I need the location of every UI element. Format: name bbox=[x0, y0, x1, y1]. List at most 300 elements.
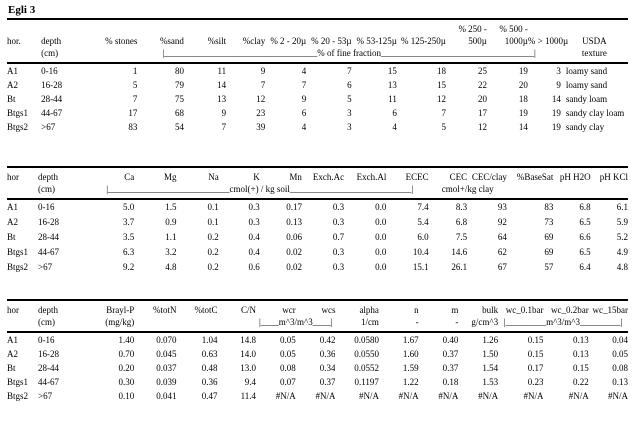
table-row bbox=[7, 230, 628, 245]
cell: 0.70 bbox=[118, 349, 135, 359]
header-cell: |_________m^3/m^3_________| bbox=[503, 317, 623, 327]
header-cell: depth bbox=[41, 36, 62, 46]
cell: #N/A bbox=[315, 391, 336, 401]
cell: 17 bbox=[128, 108, 138, 118]
header-cell: %clay bbox=[242, 36, 266, 46]
cell: 0.40 bbox=[442, 335, 459, 345]
header-cell: g/cm^3 bbox=[471, 317, 499, 327]
cell: 64 bbox=[497, 232, 507, 242]
cell: 0.0550 bbox=[354, 349, 379, 359]
cell: 83 bbox=[544, 202, 554, 212]
cell: 44-67 bbox=[38, 247, 60, 257]
header-cell bbox=[177, 316, 218, 332]
cell: 73 bbox=[544, 217, 554, 227]
cell: 0.05 bbox=[279, 335, 296, 345]
cell: 0.2 bbox=[207, 262, 219, 272]
cell: 25 bbox=[477, 66, 487, 76]
cell: 79 bbox=[174, 80, 184, 90]
header-cell: cmol+/kg clay bbox=[441, 184, 494, 194]
header-row bbox=[7, 300, 628, 316]
cell: 11 bbox=[217, 66, 227, 76]
cell: A1 bbox=[7, 202, 18, 212]
cell: Btgs2 bbox=[7, 262, 29, 272]
header-row bbox=[7, 35, 628, 47]
cell: A2 bbox=[7, 217, 18, 227]
cell: 5 bbox=[132, 80, 138, 90]
header-cell: Na bbox=[208, 172, 219, 182]
header-row bbox=[7, 183, 628, 199]
cell: 10.4 bbox=[412, 247, 429, 257]
cell: #N/A bbox=[275, 391, 296, 401]
cell: Btgs1 bbox=[7, 247, 29, 257]
header-cell: bulk bbox=[482, 305, 499, 315]
header-cell: n bbox=[414, 305, 419, 315]
cell: Bt bbox=[7, 363, 16, 373]
header-cell: 500µ bbox=[468, 36, 487, 46]
cation-exchange-table bbox=[7, 166, 628, 275]
cell: 0.47 bbox=[201, 391, 218, 401]
cell: 7 bbox=[441, 108, 446, 118]
cell: 7 bbox=[301, 80, 307, 90]
header-cell bbox=[553, 183, 590, 199]
cell: 0.4 bbox=[248, 247, 260, 257]
cell: 6.6 bbox=[579, 232, 591, 242]
cell: Btgs2 bbox=[7, 122, 29, 132]
cell: 28-44 bbox=[38, 363, 60, 373]
cell: 0.13 bbox=[612, 377, 628, 387]
cell: 0.17 bbox=[527, 363, 544, 373]
header-cell bbox=[507, 183, 554, 199]
header-cell: texture bbox=[581, 48, 607, 58]
cell: 0.02 bbox=[286, 247, 302, 257]
cell: 7.5 bbox=[455, 232, 468, 242]
table-row bbox=[7, 106, 628, 120]
cell: 17 bbox=[477, 108, 487, 118]
cell: 93 bbox=[497, 202, 507, 212]
header-cell: alpha bbox=[359, 305, 379, 315]
header-cell: - bbox=[455, 317, 459, 327]
cell: 19 bbox=[518, 108, 528, 118]
cell: 0.070 bbox=[156, 335, 177, 345]
header-cell bbox=[226, 19, 265, 35]
header-cell: C/N bbox=[240, 305, 256, 315]
cell: >67 bbox=[38, 391, 53, 401]
cell: 0.041 bbox=[156, 391, 177, 401]
header-cell: %silt bbox=[207, 36, 227, 46]
header-cell bbox=[41, 19, 91, 35]
table-row bbox=[7, 375, 628, 389]
cell: 0.63 bbox=[201, 349, 218, 359]
header-cell: pH KCl bbox=[599, 172, 628, 182]
cell: 13 bbox=[387, 80, 397, 90]
cell: 14 bbox=[217, 80, 227, 90]
cell: 16-28 bbox=[38, 217, 60, 227]
cell: 6.0 bbox=[417, 232, 429, 242]
cell: 12 bbox=[436, 94, 446, 104]
cell: 0-16 bbox=[38, 335, 55, 345]
cell: 13.0 bbox=[240, 363, 256, 373]
cell: 0.23 bbox=[527, 377, 544, 387]
cell: 1.50 bbox=[482, 349, 499, 359]
header-cell: % 2 - 20µ bbox=[270, 36, 307, 46]
cell: 0.0 bbox=[375, 232, 387, 242]
cell: 1.26 bbox=[482, 335, 499, 345]
cell: 11.4 bbox=[240, 391, 256, 401]
cell: 3 bbox=[347, 122, 352, 132]
cell: 3.7 bbox=[123, 217, 135, 227]
header-cell: - bbox=[415, 317, 419, 327]
header-cell: Ca bbox=[124, 172, 135, 182]
cell: 0.0 bbox=[375, 262, 387, 272]
cell: 23 bbox=[256, 108, 266, 118]
header-cell: hor bbox=[7, 172, 19, 182]
cell: 14.8 bbox=[240, 335, 256, 345]
header-row bbox=[7, 167, 628, 183]
cell: 0.34 bbox=[319, 363, 336, 373]
cell: 0.10 bbox=[118, 391, 135, 401]
cell: 1.53 bbox=[482, 377, 499, 387]
cell: 14 bbox=[518, 122, 528, 132]
cell: #N/A bbox=[398, 391, 419, 401]
header-cell bbox=[306, 19, 351, 35]
cell: 0.6 bbox=[248, 262, 260, 272]
cell: 0.18 bbox=[442, 377, 459, 387]
cell: 4 bbox=[392, 122, 397, 132]
header-row bbox=[7, 47, 628, 63]
cell: 0.0 bbox=[375, 247, 387, 257]
cell: 6.4 bbox=[579, 262, 591, 272]
header-cell: % 500 - bbox=[499, 24, 528, 34]
cell: 0.3 bbox=[332, 217, 345, 227]
cell: 9 bbox=[301, 94, 307, 104]
cell: #N/A bbox=[523, 391, 544, 401]
cell: 44-67 bbox=[38, 377, 60, 387]
table-row bbox=[7, 332, 628, 347]
cell: 1.1 bbox=[165, 232, 177, 242]
cell: A2 bbox=[7, 80, 18, 90]
cell: 0.037 bbox=[156, 363, 177, 373]
header-cell: % 250 - bbox=[458, 24, 487, 34]
cell: 28-44 bbox=[41, 94, 63, 104]
header-cell: K bbox=[253, 172, 260, 182]
cell: 0.36 bbox=[319, 349, 336, 359]
header-row bbox=[7, 316, 628, 332]
table-row bbox=[7, 199, 628, 215]
cell: 6 bbox=[347, 80, 352, 90]
cell: 69 bbox=[544, 247, 554, 257]
cell: 0.17 bbox=[286, 202, 302, 212]
header-cell: % 20 - 53µ bbox=[311, 36, 352, 46]
cell: 0.15 bbox=[573, 363, 589, 373]
cell: loamy sand bbox=[565, 80, 608, 90]
cell: 3.5 bbox=[123, 232, 135, 242]
header-cell bbox=[7, 19, 41, 35]
header-cell bbox=[91, 47, 138, 63]
header-cell: 1000µ bbox=[504, 36, 528, 46]
cell: 4 bbox=[301, 66, 307, 76]
header-cell bbox=[134, 316, 176, 332]
cell: 14.0 bbox=[240, 349, 256, 359]
header-cell: %totN bbox=[153, 305, 177, 315]
cell: 3 bbox=[347, 108, 352, 118]
table-row bbox=[7, 120, 628, 134]
cell: 5 bbox=[347, 94, 352, 104]
header-cell bbox=[265, 19, 306, 35]
cell: 54 bbox=[174, 122, 184, 132]
cell: 0.0552 bbox=[354, 363, 379, 373]
cell: 92 bbox=[497, 217, 507, 227]
cell: 0.05 bbox=[612, 349, 628, 359]
header-cell bbox=[7, 47, 41, 63]
cell: 0.20 bbox=[118, 363, 135, 373]
cell: 7.4 bbox=[417, 202, 429, 212]
cell: #N/A bbox=[358, 391, 379, 401]
header-cell: %sand bbox=[159, 36, 184, 46]
header-cell: depth bbox=[38, 305, 59, 315]
cell: #N/A bbox=[608, 391, 628, 401]
cell: 0.2 bbox=[207, 232, 219, 242]
cell: 6 bbox=[392, 108, 397, 118]
cell: 20 bbox=[477, 94, 487, 104]
header-cell: Mn bbox=[289, 172, 302, 182]
cell: 0.3 bbox=[332, 262, 345, 272]
header-cell: depth bbox=[38, 172, 59, 182]
cell: 4 bbox=[301, 122, 307, 132]
header-cell: % 53-125µ bbox=[356, 36, 397, 46]
cell: 9.4 bbox=[244, 377, 256, 387]
cell: 0.1 bbox=[207, 217, 219, 227]
header-cell: CEC bbox=[449, 172, 468, 182]
cell: A2 bbox=[7, 349, 18, 359]
cell: 80 bbox=[174, 66, 184, 76]
table-row bbox=[7, 215, 628, 230]
cell: 0.1 bbox=[207, 202, 219, 212]
cell: 6.1 bbox=[616, 202, 628, 212]
header-cell: wc_0.2bar bbox=[551, 305, 589, 315]
cell: 83 bbox=[128, 122, 138, 132]
cell: 3 bbox=[556, 66, 561, 76]
cell: 0.04 bbox=[612, 335, 628, 345]
cell: 75 bbox=[174, 94, 184, 104]
cell: sandy clay loam bbox=[565, 108, 625, 118]
cell: 16-28 bbox=[38, 349, 60, 359]
cell: 0.7 bbox=[332, 232, 345, 242]
header-cell: wcs bbox=[321, 305, 336, 315]
cell: 0.9 bbox=[165, 217, 177, 227]
header-cell bbox=[137, 19, 184, 35]
cell: 0.0 bbox=[375, 202, 387, 212]
cell: 12 bbox=[477, 122, 487, 132]
header-cell: hor. bbox=[7, 36, 21, 46]
cell: 6.5 bbox=[579, 217, 591, 227]
cell: 0.2 bbox=[207, 247, 219, 257]
cell: 0.3 bbox=[332, 202, 345, 212]
header-cell: %totC bbox=[194, 305, 218, 315]
cell: 19 bbox=[551, 108, 561, 118]
cell: 14 bbox=[551, 94, 561, 104]
cell: 1.60 bbox=[402, 349, 419, 359]
cell: 1 bbox=[132, 66, 138, 76]
header-cell: Exch.Ac bbox=[312, 172, 345, 182]
particle-size-table bbox=[7, 18, 628, 134]
cell: 44-67 bbox=[41, 108, 63, 118]
cell: 0.3 bbox=[248, 202, 260, 212]
cell: 0.0580 bbox=[354, 335, 379, 345]
cell: 6.8 bbox=[579, 202, 591, 212]
cell: 0.37 bbox=[442, 363, 459, 373]
header-cell: %BaseSat bbox=[516, 172, 554, 182]
cell: 6 bbox=[301, 108, 307, 118]
header-cell: Brayl-P bbox=[106, 305, 135, 315]
cell: 0.30 bbox=[118, 377, 135, 387]
cell: 1.67 bbox=[402, 335, 419, 345]
cell: 20 bbox=[518, 80, 528, 90]
table-row bbox=[7, 361, 628, 375]
cell: 19 bbox=[518, 66, 528, 76]
cell: loamy sand bbox=[565, 66, 608, 76]
cell: 0.07 bbox=[279, 377, 296, 387]
cell: 13 bbox=[217, 94, 227, 104]
cell: 9 bbox=[221, 108, 227, 118]
cell: Bt bbox=[7, 232, 16, 242]
cell: Btgs1 bbox=[7, 108, 29, 118]
table-row bbox=[7, 347, 628, 361]
cell: 5.0 bbox=[123, 202, 135, 212]
cell: 0.0 bbox=[375, 217, 387, 227]
cell: 0.08 bbox=[279, 363, 296, 373]
header-cell: % stones bbox=[105, 36, 138, 46]
cell: 22 bbox=[477, 80, 487, 90]
cell: 7 bbox=[221, 122, 227, 132]
cell: 26.1 bbox=[451, 262, 468, 272]
header-cell: wcr bbox=[282, 305, 296, 315]
cell: 6.5 bbox=[579, 247, 591, 257]
cell: 4.8 bbox=[616, 262, 628, 272]
cell: 0.37 bbox=[319, 377, 336, 387]
cell: 9 bbox=[556, 80, 561, 90]
header-cell bbox=[218, 316, 257, 332]
header-cell: ECEC bbox=[405, 172, 429, 182]
header-cell: |____m^3/m^3____| bbox=[258, 317, 333, 327]
header-cell: hor bbox=[7, 305, 19, 315]
cell: 0.4 bbox=[248, 232, 260, 242]
cell: 1.04 bbox=[201, 335, 218, 345]
cell: 1.59 bbox=[402, 363, 419, 373]
cell: 0.13 bbox=[573, 349, 589, 359]
cell: 18 bbox=[518, 94, 528, 104]
cell: 4.8 bbox=[165, 262, 177, 272]
header-cell bbox=[91, 19, 138, 35]
header-cell bbox=[528, 19, 561, 35]
header-cell: wc_0.1bar bbox=[505, 305, 544, 315]
cell: A1 bbox=[7, 335, 18, 345]
cell: 67 bbox=[497, 262, 507, 272]
cell: 0.48 bbox=[201, 363, 218, 373]
header-cell bbox=[591, 183, 628, 199]
cell: 0.3 bbox=[248, 217, 260, 227]
cell: 0-16 bbox=[41, 66, 58, 76]
header-cell: pH H2O bbox=[559, 172, 591, 182]
cell: sandy loam bbox=[565, 94, 608, 104]
table-row bbox=[7, 92, 628, 106]
cell: A1 bbox=[7, 66, 18, 76]
cell: 16-28 bbox=[41, 80, 63, 90]
header-cell: % > 1000µ bbox=[527, 36, 569, 46]
cell: Bt bbox=[7, 94, 16, 104]
cell: 7 bbox=[260, 80, 266, 90]
cell: 4.9 bbox=[616, 247, 628, 257]
cell: 6.3 bbox=[123, 247, 135, 257]
cell: 0.06 bbox=[286, 232, 302, 242]
header-cell bbox=[184, 19, 226, 35]
header-row bbox=[7, 19, 628, 35]
cell: 7 bbox=[347, 66, 352, 76]
header-cell bbox=[397, 19, 446, 35]
cell: 62 bbox=[497, 247, 507, 257]
header-cell: |__________________________________% of fine fraction__________________________________| bbox=[162, 48, 536, 58]
cell: 15 bbox=[387, 66, 397, 76]
cell: >67 bbox=[41, 122, 56, 132]
header-cell: (cm) bbox=[38, 317, 56, 327]
header-cell: USDA bbox=[582, 36, 607, 46]
cell: 0.37 bbox=[442, 349, 459, 359]
cell: 1.54 bbox=[482, 363, 499, 373]
cell: 15 bbox=[436, 80, 446, 90]
header-cell: Exch.Al bbox=[356, 172, 387, 182]
cell: 0.42 bbox=[319, 335, 336, 345]
cell: 6.8 bbox=[455, 217, 468, 227]
cell: 8.3 bbox=[455, 202, 468, 212]
cell: 68 bbox=[174, 108, 184, 118]
cell: 0.02 bbox=[286, 262, 302, 272]
cell: 0.05 bbox=[279, 349, 296, 359]
cell: #N/A bbox=[438, 391, 459, 401]
header-cell: 1/cm bbox=[360, 317, 379, 327]
cell: 0.08 bbox=[612, 363, 628, 373]
table-row bbox=[7, 78, 628, 92]
header-cell: m bbox=[451, 305, 459, 315]
cell: 5.2 bbox=[616, 232, 628, 242]
cell: >67 bbox=[38, 262, 53, 272]
cell: 0.15 bbox=[527, 349, 544, 359]
table-row bbox=[7, 389, 628, 403]
cell: 1.5 bbox=[165, 202, 177, 212]
header-cell: % 125-250µ bbox=[401, 36, 446, 46]
cell: 1.22 bbox=[402, 377, 419, 387]
cell: 5.9 bbox=[616, 217, 628, 227]
cell: 28-44 bbox=[38, 232, 60, 242]
cell: 39 bbox=[256, 122, 266, 132]
cell: 0.3 bbox=[332, 247, 345, 257]
header-cell bbox=[561, 19, 628, 35]
cell: 3.2 bbox=[165, 247, 177, 257]
header-cell: (mg/kg) bbox=[105, 317, 135, 327]
cell: 19 bbox=[551, 122, 561, 132]
table-row bbox=[7, 260, 628, 275]
header-cell: (cm) bbox=[41, 48, 59, 58]
table-row bbox=[7, 245, 628, 260]
header-cell: (cm) bbox=[38, 184, 56, 194]
cell: sandy clay bbox=[565, 122, 605, 132]
cell: 11 bbox=[388, 94, 397, 104]
cell: 0.15 bbox=[527, 335, 544, 345]
cell: 1.40 bbox=[118, 335, 135, 345]
cell: 9.2 bbox=[123, 262, 135, 272]
cell: 9 bbox=[260, 66, 266, 76]
cell: 0.36 bbox=[201, 377, 218, 387]
page-title: Egli 3 bbox=[8, 4, 36, 16]
cell: 5 bbox=[441, 122, 446, 132]
